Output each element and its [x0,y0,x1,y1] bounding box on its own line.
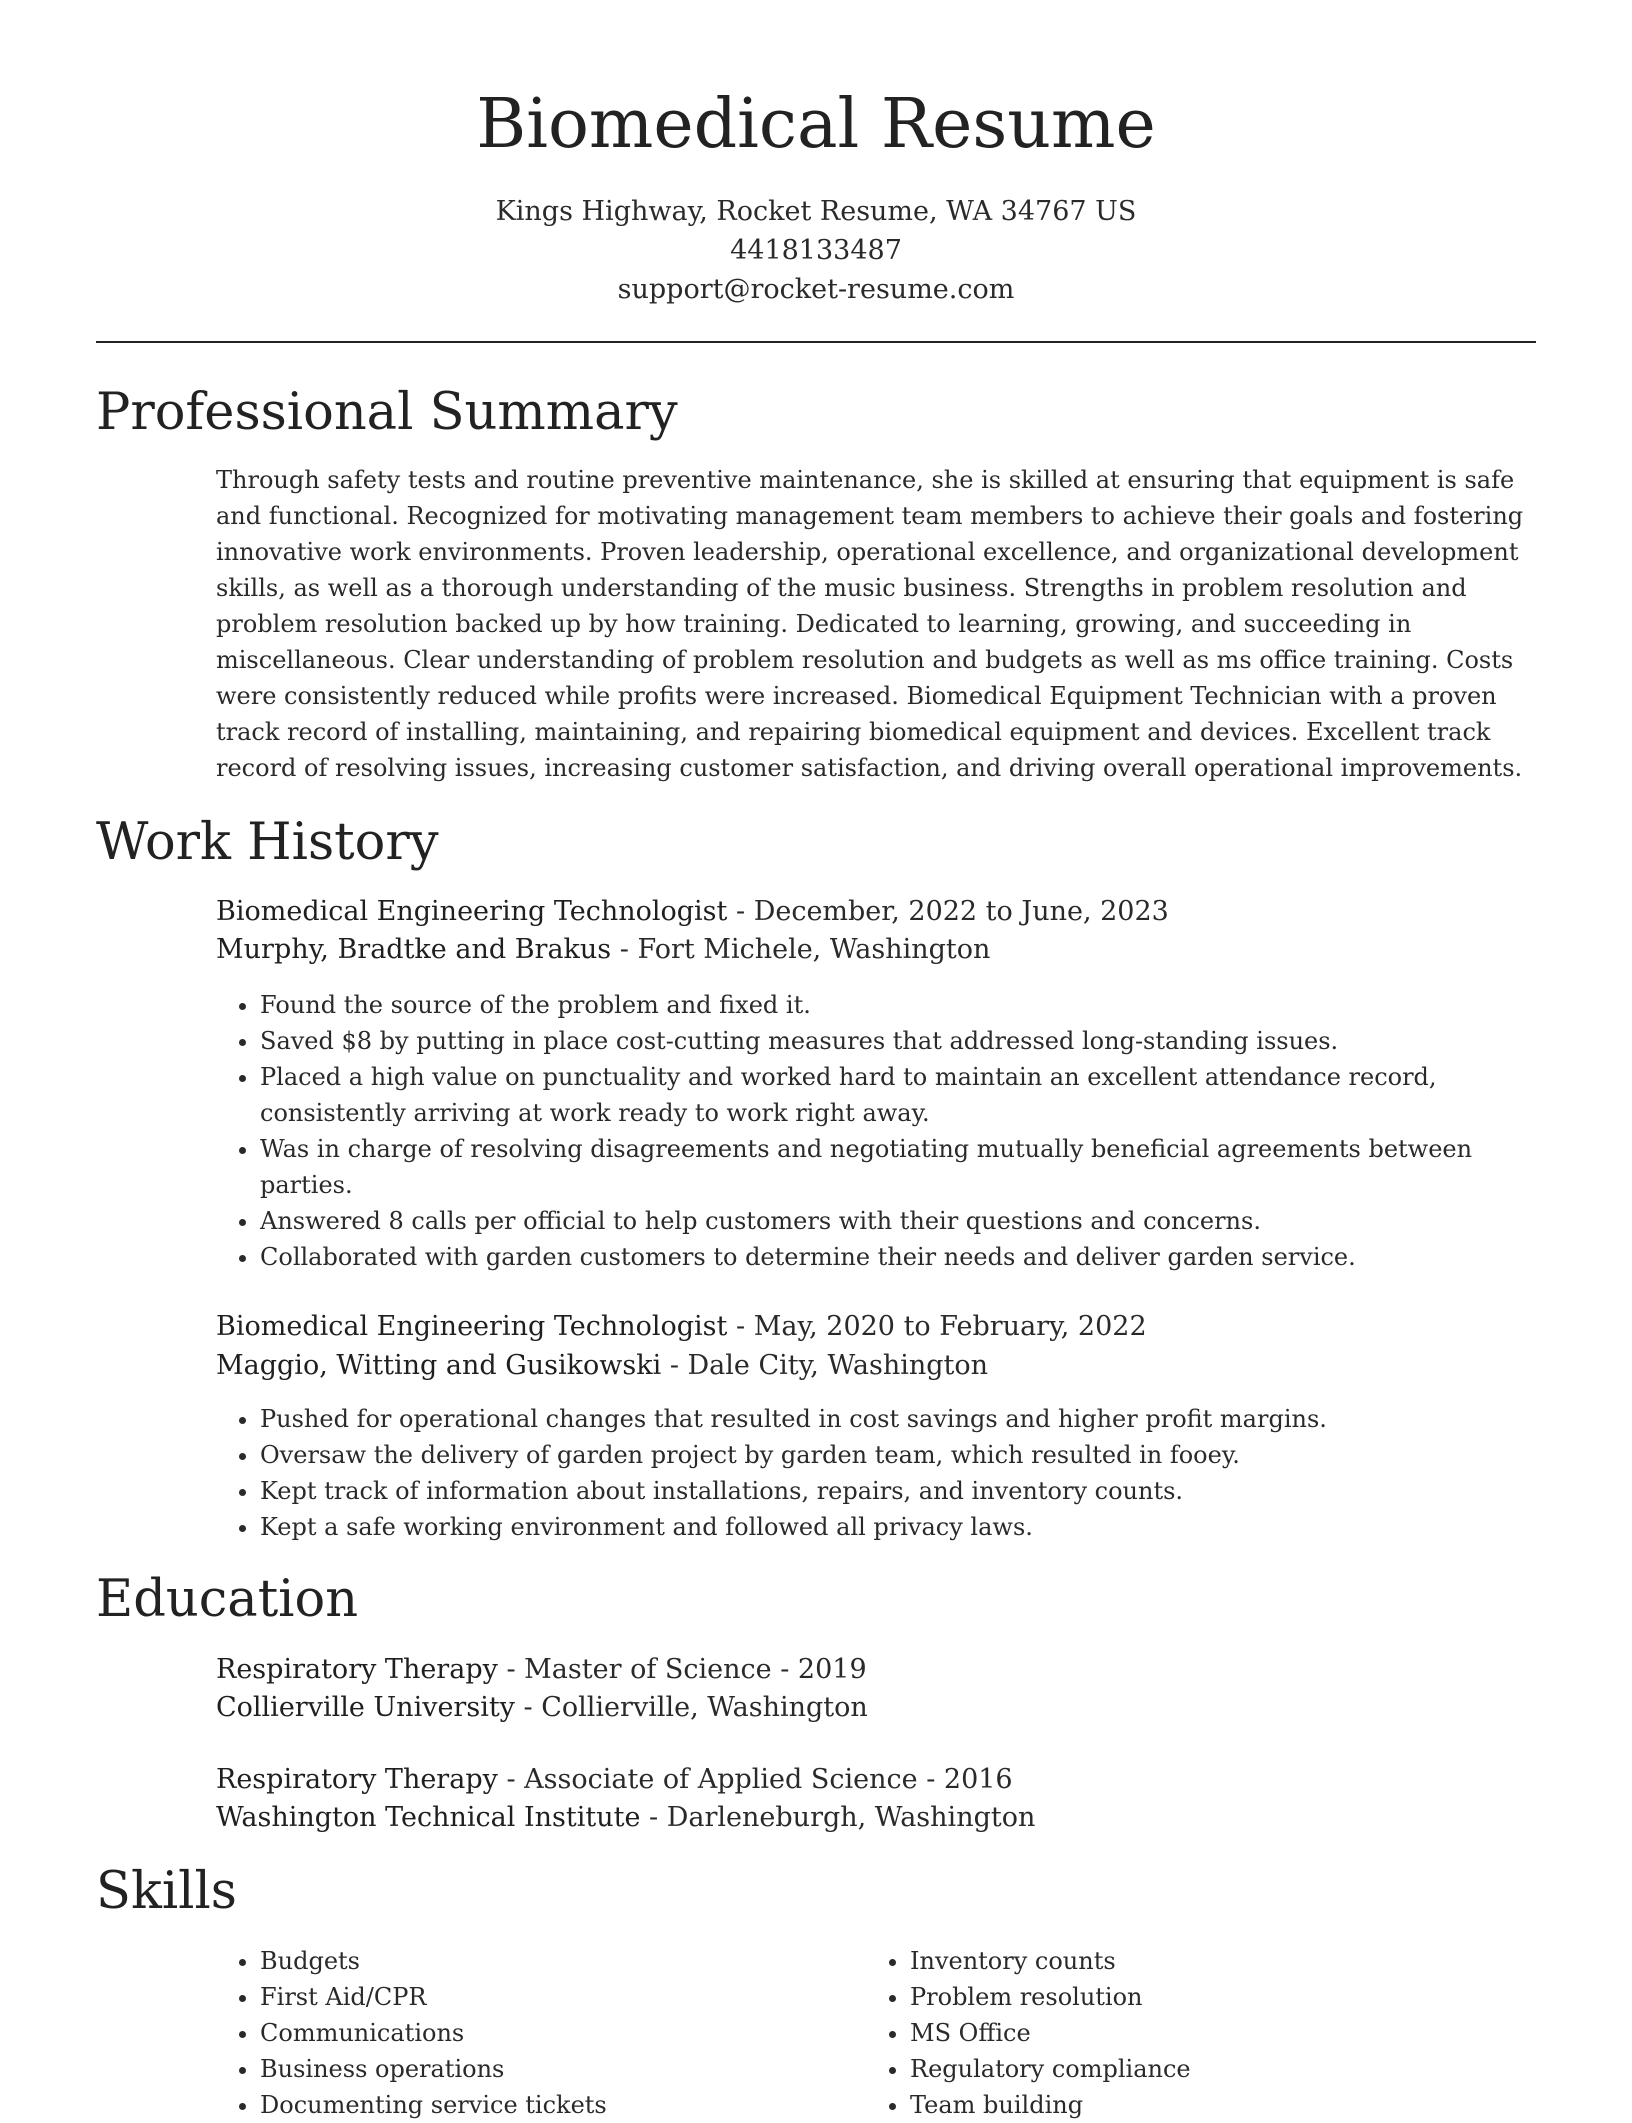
skill-item: • First Aid/CPR [260,1979,820,2015]
education-field: Respiratory Therapy [216,1764,498,1795]
job-location: - Fort Michele, Washington [611,934,991,965]
job-title: Biomedical Engineering Technologist [216,1311,728,1342]
skill-item: • Budgets [260,1943,820,1979]
skill-item: • Problem resolution [910,1979,1470,2015]
contact-email: support@rocket-resume.com [617,274,1015,305]
skill-item: • Business operations [260,2051,820,2087]
skill-item: • Team building [910,2087,1470,2123]
contact-address: Kings Highway, Rocket Resume, WA 34767 US [495,196,1137,227]
education-field: Respiratory Therapy [216,1654,498,1685]
job-title-line [216,1308,1147,1346]
contact-phone: 4418133487 [730,235,902,266]
education-degree-line [216,1651,867,1689]
job-dates: - December, 2022 to June, 2023 [727,896,1169,927]
job-company: Murphy, Bradtke and Brakus [216,934,612,965]
list-item: • Was in charge of resolving disagreements and negotiating mutually beneficial agreements between parties. [260,1131,1510,1203]
resume-title: Biomedical Resume [476,85,1156,164]
job-title-line [216,893,1169,931]
job-company: Maggio, Witting and Gusikowski [216,1350,662,1381]
skill-item: • Communications [260,2015,820,2051]
job-dates: - May, 2020 to February, 2022 [727,1311,1147,1342]
education-location: - Collierville, Washington [514,1692,868,1723]
skill-item: • Inventory counts [910,1943,1470,1979]
skill-item: • MS Office [910,2015,1470,2051]
job-location: - Dale City, Washington [661,1350,989,1381]
education-degree-year: - Associate of Applied Science - 2016 [497,1764,1013,1795]
skill-item: • Documenting service tickets [260,2087,820,2123]
list-item: • Oversaw the delivery of garden project by garden team, which resulted in fooey. [260,1437,1510,1473]
list-item: • Pushed for operational changes that resulted in cost savings and higher profit margins. [260,1401,1510,1437]
resume-header [96,84,1536,309]
job-bullet-list [216,1401,1510,1545]
skills-list-left [216,1943,820,2123]
list-item: • Found the source of the problem and fixed it. [260,987,1510,1023]
education-school-line [216,1799,1035,1837]
education-degree-line [216,1761,1013,1799]
list-item: • Saved $8 by putting in place cost-cutting measures that addressed long-standing issues. [260,1023,1510,1059]
work-history-heading: Work History [96,813,439,872]
job-company-line [216,931,990,969]
skills-list-right [866,1943,1470,2123]
job-title: Biomedical Engineering Technologist [216,896,728,927]
header-divider [96,341,1536,343]
list-item: • Kept track of information about installations, repairs, and inventory counts. [260,1473,1510,1509]
list-item: • Placed a high value on punctuality and worked hard to maintain an excellent attendance record, consistently arriving at work ready to work right away. [260,1059,1510,1131]
education-school-line [216,1689,868,1727]
education-school: Washington Technical Institute [216,1802,641,1833]
list-item: • Collaborated with garden customers to determine their needs and deliver garden service. [260,1239,1510,1275]
skills-heading: Skills [96,1862,237,1921]
job-company-line [216,1347,988,1385]
education-location: - Darleneburgh, Washington [640,1802,1036,1833]
contact-block [96,192,1536,309]
list-item: • Kept a safe working environment and followed all privacy laws. [260,1509,1510,1545]
education-school: Collierville University [216,1692,515,1723]
summary-text: Through safety tests and routine preventive maintenance, she is skilled at ensuring that equipment is safe and functional. Recognized for motivating management team members to achieve their goals and fostering innovative work environments. Proven leadership, operational excellence, and organizational development skills, as well as a thorough understanding of the music business. Strengths in problem resolution and problem resolution backed up by how training. Dedicated to learning, growing, and succeeding in miscellaneous. Clear understanding of problem resolution and budgets as well as ms office training. Costs were consistently reduced while profits were increased. Biomedical Equipment Technician with a proven track record of installing, maintaining, and repairing biomedical equipment and devices. Excellent track record of resolving issues, increasing customer satisfaction, and driving overall operational improvements. [216,466,1524,782]
education-degree-year: - Master of Science - 2019 [497,1654,867,1685]
list-item: • Answered 8 calls per official to help customers with their questions and concerns. [260,1203,1510,1239]
summary-heading: Professional Summary [96,383,678,442]
skill-item: • Regulatory compliance [910,2051,1470,2087]
education-heading: Education [96,1570,359,1629]
job-bullet-list [216,987,1510,1275]
